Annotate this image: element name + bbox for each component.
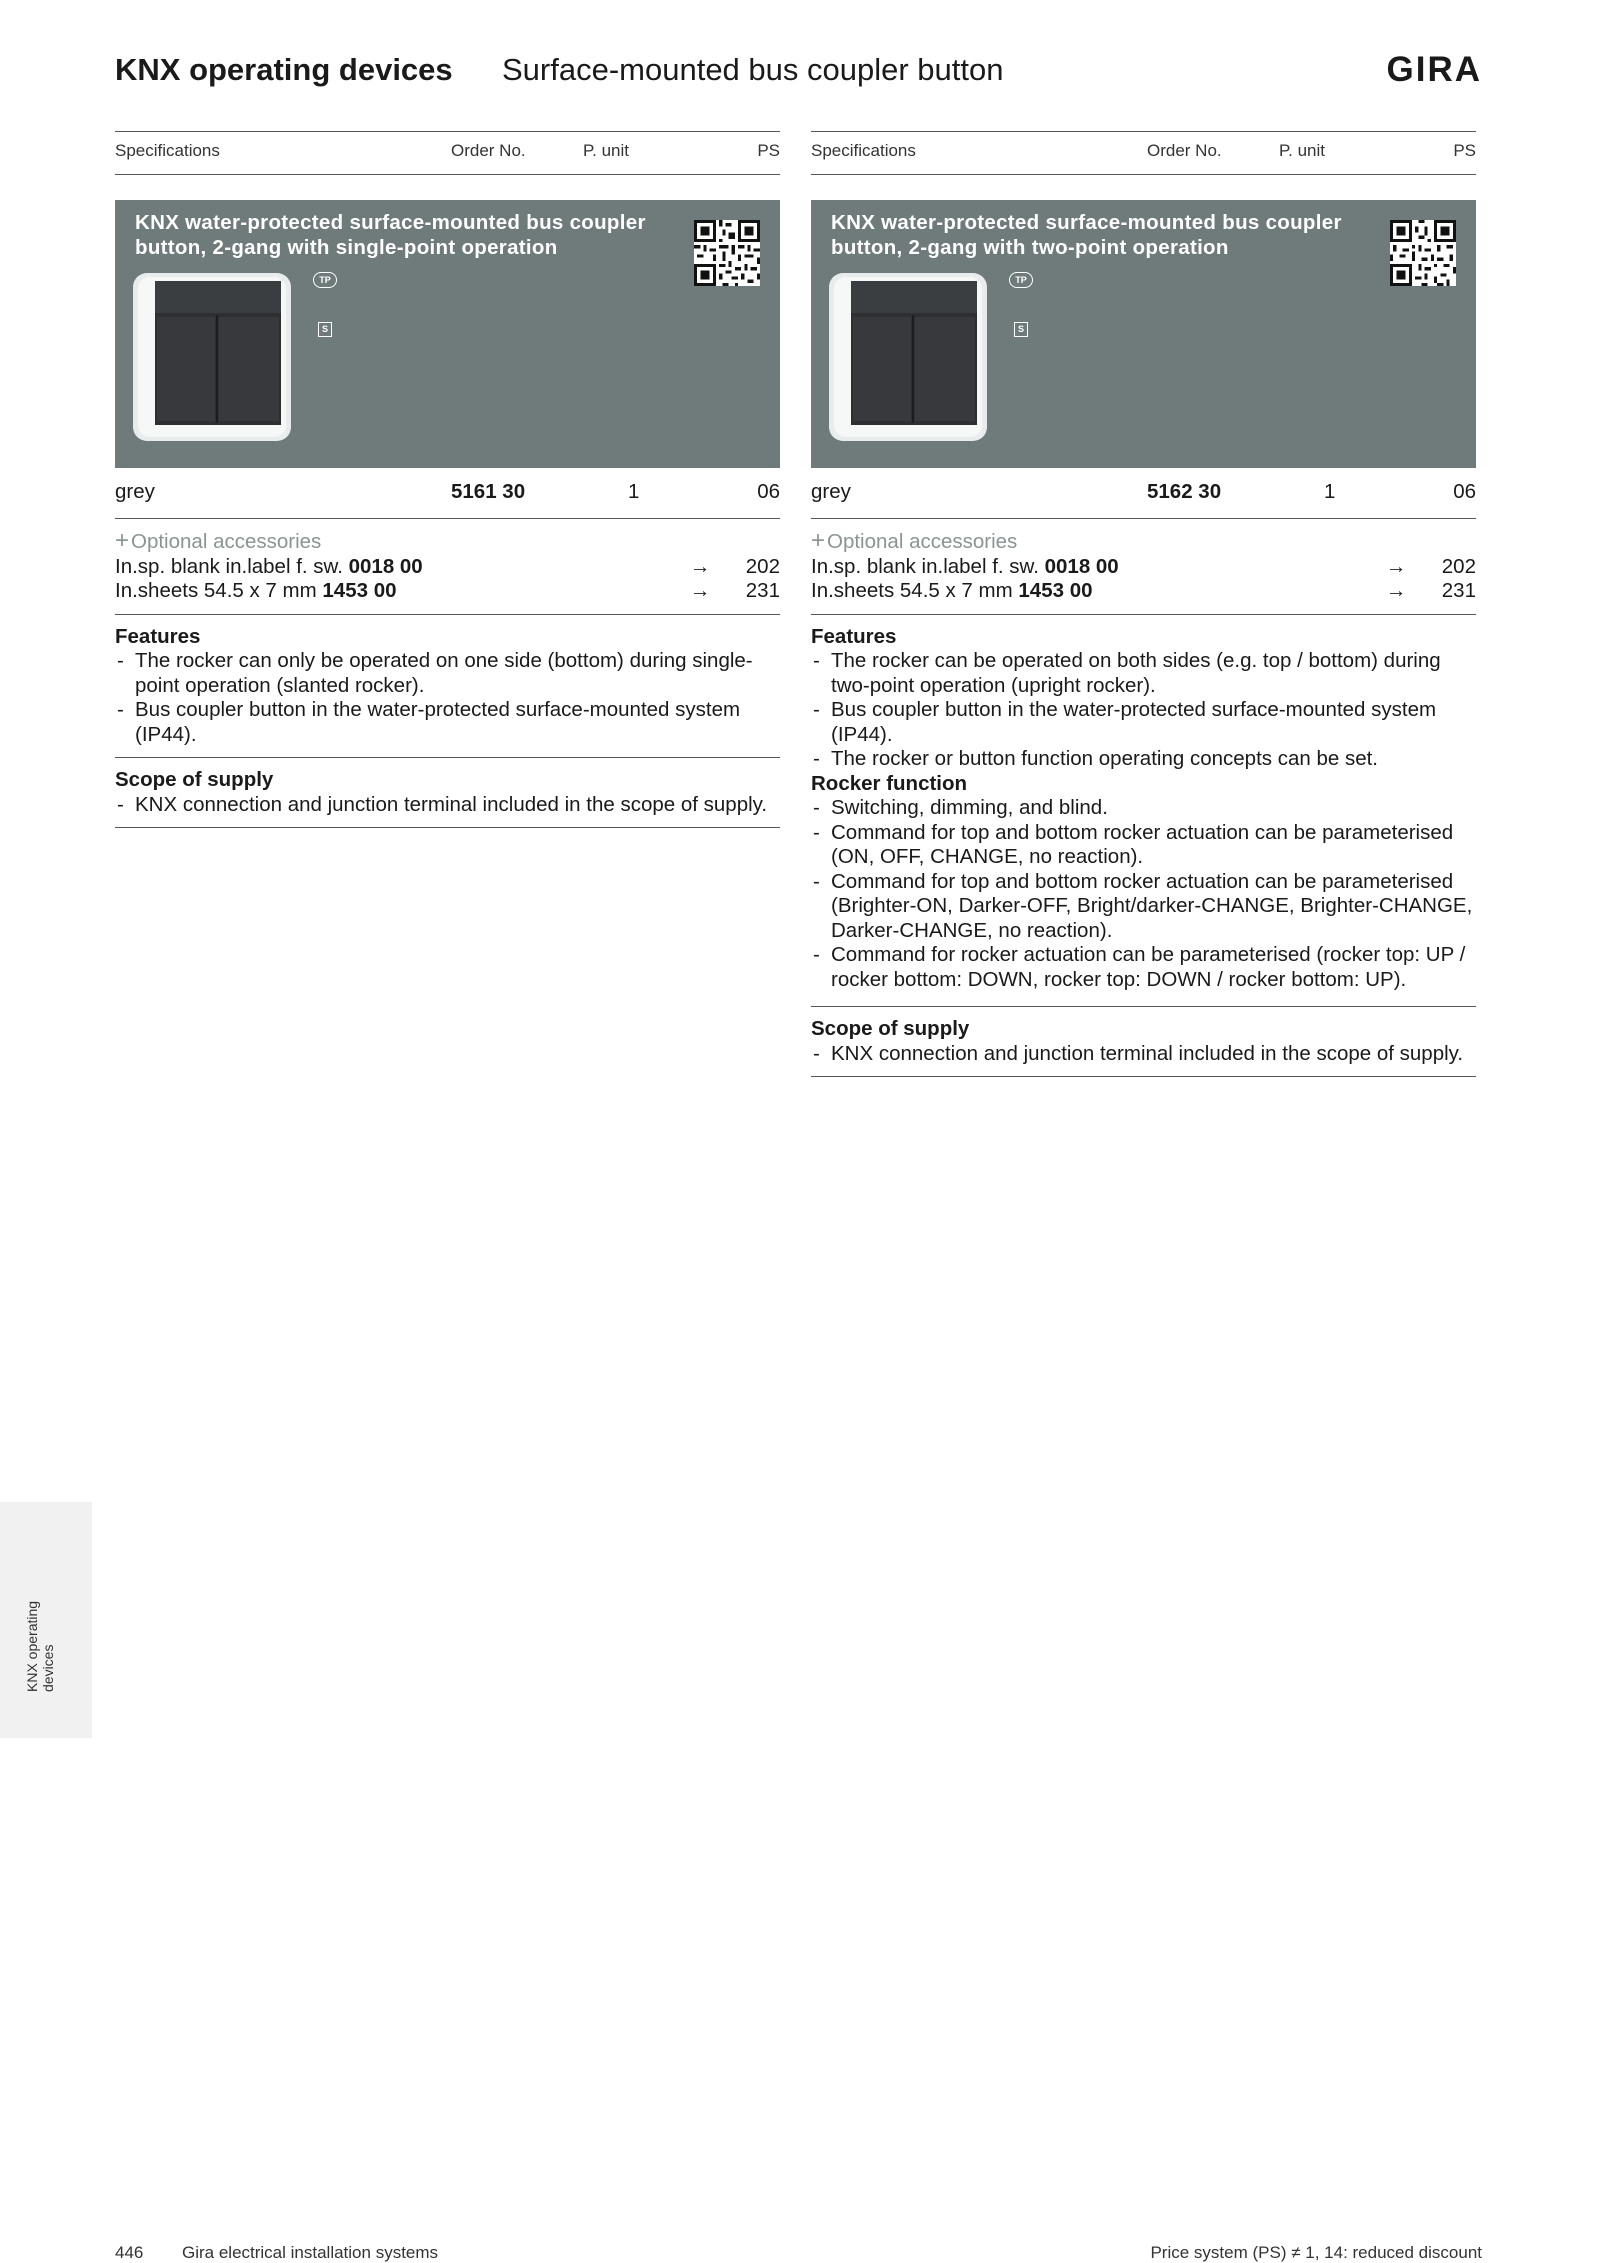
device-image bbox=[133, 273, 291, 441]
qr-code-icon bbox=[694, 220, 760, 286]
arrow-right-icon: → bbox=[1386, 579, 1407, 602]
features-title: Features bbox=[115, 624, 201, 648]
scope-section bbox=[115, 758, 780, 828]
price-system: 06 bbox=[1453, 480, 1476, 503]
brand-logo: GIRA bbox=[1386, 50, 1482, 89]
spec-header-p-unit: P. unit bbox=[1279, 141, 1326, 160]
optional-accessories bbox=[811, 519, 1476, 615]
arrow-right-icon: → bbox=[1386, 554, 1407, 578]
product-title-line-2: button, 2-gang with single-point operation bbox=[135, 236, 558, 259]
rocker-function-item: - Command for rocker actuation can be parameterised (rocker top: UP / rocker bottom: DOWN, rocker top: DOWN / rocker bottom: UP). bbox=[811, 943, 1476, 992]
features-title: Features bbox=[811, 624, 897, 648]
accessory-page-ref[interactable]: 231 bbox=[1441, 579, 1476, 602]
tp-icon: TP bbox=[1009, 272, 1033, 288]
scope-item: - KNX connection and junction terminal included in the scope of supply. bbox=[811, 1042, 1476, 1067]
spec-header-row bbox=[115, 131, 780, 175]
product-column-1 bbox=[115, 131, 780, 828]
features-section bbox=[811, 615, 1476, 772]
price-system: 06 bbox=[757, 480, 780, 503]
accessories-title: +Optional accessories bbox=[115, 527, 322, 554]
accessories-title: +Optional accessories bbox=[811, 527, 1018, 554]
accessory-page-ref[interactable]: 231 bbox=[745, 579, 780, 602]
spec-header-p-unit: P. unit bbox=[583, 141, 630, 160]
accessory-row bbox=[811, 555, 1476, 580]
spec-header-ps: PS bbox=[1453, 141, 1476, 160]
footer-note: Price system (PS) ≠ 1, 14: reduced discount bbox=[1150, 2243, 1482, 2262]
footer-label: Gira electrical installation systems bbox=[182, 2243, 439, 2262]
spec-header-order-no: Order No. bbox=[1147, 141, 1222, 160]
scope-item: - KNX connection and junction terminal included in the scope of supply. bbox=[115, 793, 780, 818]
product-panel bbox=[811, 200, 1476, 468]
accessory-label: In.sp. blank in.label f. sw. bbox=[811, 554, 1039, 578]
accessory-page-ref[interactable]: 202 bbox=[1441, 554, 1476, 578]
rocker-function-title: Rocker function bbox=[811, 771, 968, 795]
rocker-function-section bbox=[811, 772, 1476, 1008]
order-row bbox=[115, 468, 780, 519]
s-icon: S bbox=[318, 322, 332, 337]
tp-icon: TP bbox=[313, 272, 337, 288]
feature-item: - The rocker can only be operated on one side (bottom) during single-point operation (slanted rocker). bbox=[115, 649, 780, 698]
feature-item: - Bus coupler button in the water-protected surface-mounted system (IP44). bbox=[811, 698, 1476, 747]
arrow-right-icon: → bbox=[690, 554, 711, 578]
feature-item: - The rocker or button function operating concepts can be set. bbox=[811, 747, 1476, 772]
features-section bbox=[115, 615, 780, 759]
optional-accessories bbox=[115, 519, 780, 615]
accessory-code: 1453 00 bbox=[322, 579, 397, 602]
spec-header-specifications: Specifications bbox=[115, 141, 220, 160]
spec-header-specifications: Specifications bbox=[811, 141, 916, 160]
product-title bbox=[831, 210, 1391, 260]
accessory-label: In.sp. blank in.label f. sw. bbox=[115, 554, 343, 578]
accessory-label: In.sheets 54.5 x 7 mm bbox=[811, 579, 1013, 602]
plus-icon: + bbox=[115, 527, 130, 554]
page-title: KNX operating devices bbox=[115, 52, 453, 87]
spec-header-order-no: Order No. bbox=[451, 141, 526, 160]
accessory-page-ref[interactable]: 202 bbox=[745, 554, 780, 578]
order-row bbox=[811, 468, 1476, 519]
order-number: 5162 30 bbox=[1147, 480, 1222, 503]
accessory-row bbox=[115, 579, 780, 604]
packaging-unit: 1 bbox=[628, 480, 640, 503]
product-title-line-1: KNX water-protected surface-mounted bus coupler bbox=[135, 211, 646, 234]
plus-icon: + bbox=[811, 527, 826, 554]
scope-section bbox=[811, 1007, 1476, 1077]
page-subtitle: Surface-mounted bus coupler button bbox=[502, 52, 1004, 87]
product-title bbox=[135, 210, 695, 260]
device-image bbox=[829, 273, 987, 441]
product-panel bbox=[115, 200, 780, 468]
page-number: 446 bbox=[115, 2243, 144, 2262]
product-title-line-2: button, 2-gang with two-point operation bbox=[831, 236, 1229, 259]
rocker-function-item: - Command for top and bottom rocker actuation can be parameterised (Brighter-ON, Darker-OFF, Bright/darker-CHANGE, Brighter-CHANGE, Darker-CHANGE, no reaction). bbox=[811, 870, 1476, 944]
accessory-code: 0018 00 bbox=[1044, 554, 1119, 578]
product-column-2 bbox=[811, 131, 1476, 1077]
scope-title: Scope of supply bbox=[811, 1017, 970, 1040]
accessory-code: 1453 00 bbox=[1018, 579, 1093, 602]
spec-header-ps: PS bbox=[757, 141, 780, 160]
accessory-row bbox=[115, 555, 780, 580]
s-icon: S bbox=[1014, 322, 1028, 337]
variant-label: grey bbox=[811, 480, 851, 503]
arrow-right-icon: → bbox=[690, 579, 711, 602]
order-number: 5161 30 bbox=[451, 480, 526, 503]
product-title-line-1: KNX water-protected surface-mounted bus coupler bbox=[831, 211, 1342, 234]
accessory-code: 0018 00 bbox=[348, 554, 423, 578]
packaging-unit: 1 bbox=[1324, 480, 1336, 503]
accessory-row bbox=[811, 579, 1476, 604]
scope-title: Scope of supply bbox=[115, 768, 274, 791]
qr-code-icon bbox=[1390, 220, 1456, 286]
rocker-function-item: - Command for top and bottom rocker actuation can be parameterised (ON, OFF, CHANGE, no reaction). bbox=[811, 821, 1476, 870]
accessory-label: In.sheets 54.5 x 7 mm bbox=[115, 579, 317, 602]
variant-label: grey bbox=[115, 480, 155, 503]
spec-header-row bbox=[811, 131, 1476, 175]
feature-item: - The rocker can be operated on both sides (e.g. top / bottom) during two-point operation (upright rocker). bbox=[811, 649, 1476, 698]
rocker-function-item: - Switching, dimming, and blind. bbox=[811, 796, 1476, 821]
feature-item: - Bus coupler button in the water-protected surface-mounted system (IP44). bbox=[115, 698, 780, 747]
side-chapter-label: KNX operating devices bbox=[24, 1600, 56, 1692]
page-header bbox=[115, 50, 1482, 94]
